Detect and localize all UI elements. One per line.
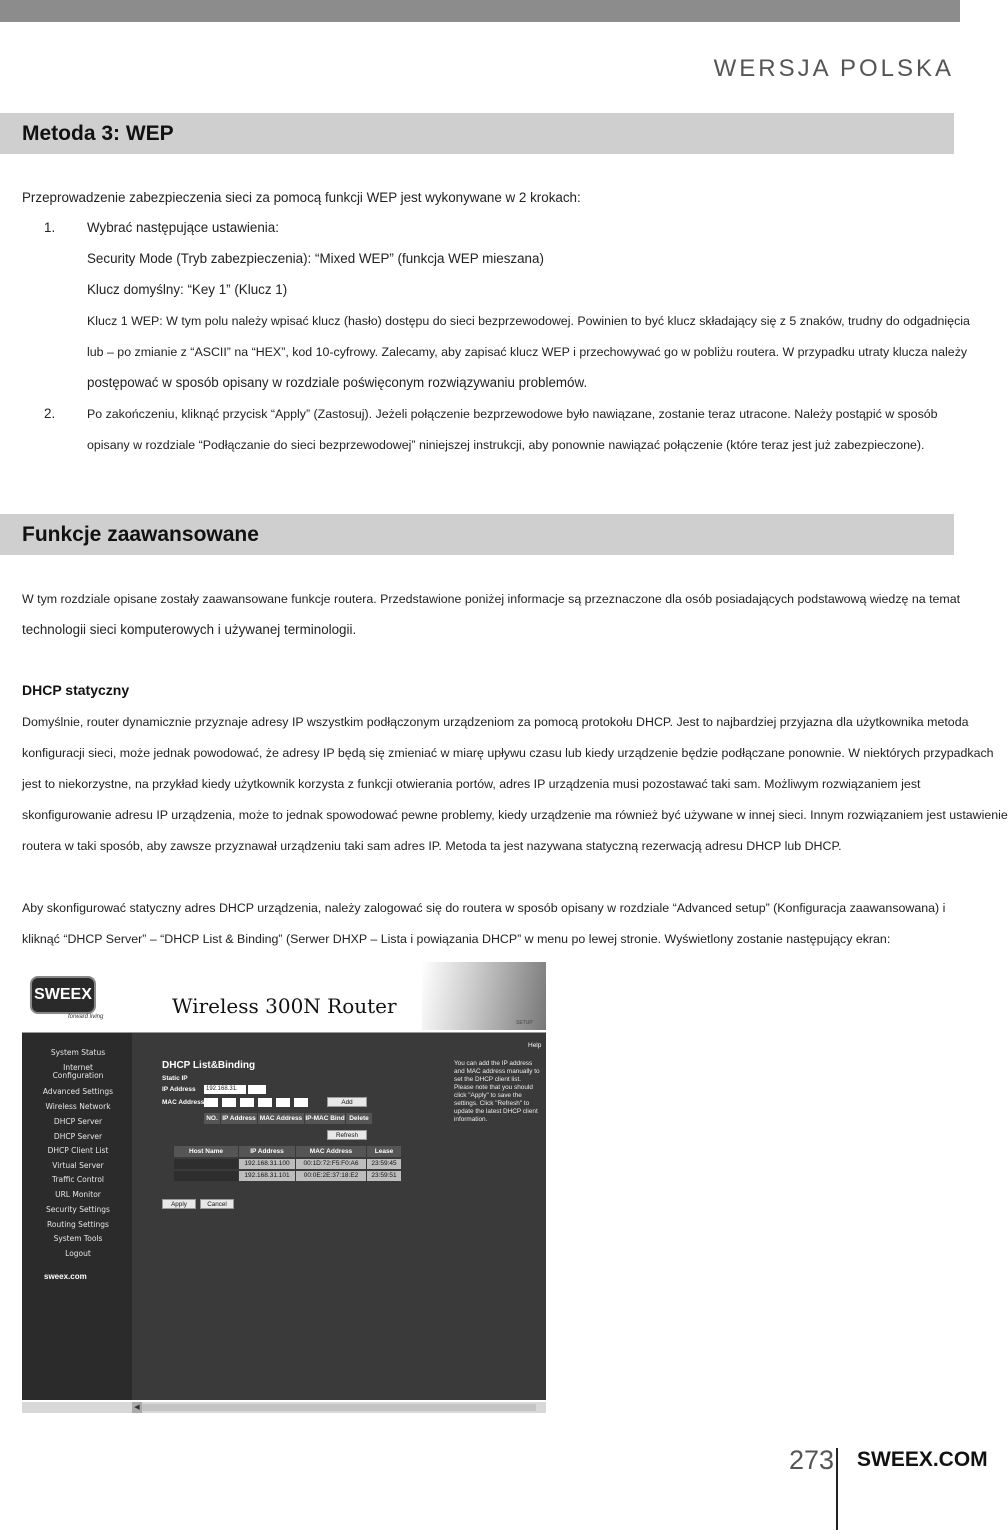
nav-routing-settings[interactable]: Routing Settings (47, 1220, 109, 1229)
section-title-wep: Metoda 3: WEP (22, 122, 174, 145)
nav-dhcp-server-sub[interactable]: DHCP Server (53, 1132, 103, 1141)
mac-address-label: MAC Address (162, 1099, 205, 1106)
client-row-1-mac: 00:1D:72:F5:F0:A6 (296, 1159, 366, 1169)
ip-prefix-field: 192.168.31. (204, 1085, 246, 1094)
setup-note: SETUP (516, 1020, 533, 1026)
step1-number: 1. (44, 220, 56, 235)
mac-octet-1-input[interactable] (204, 1098, 218, 1107)
binding-header-delete: Delete (346, 1113, 372, 1124)
mac-octet-2-input[interactable] (222, 1098, 236, 1107)
dhcp-para-line2: konfiguracji sieci, może jednak powodować, że adresy IP będą się zmieniać w miarę upływu czasu lub kiedy urządzenie będzie podłączane ponownie. W niektórych przypadkach (22, 746, 994, 760)
nav-system-status[interactable]: System Status (50, 1048, 106, 1057)
step1-default-key: Klucz domyślny: “Key 1” (Klucz 1) (87, 282, 288, 297)
config-para-line1: Aby skonfigurować statyczny adres DHCP urządzenia, należy zalogować się do routera w sposób opisany w rozdziale “Advanced setup” (Konfiguracja zaawansowana) i (22, 901, 946, 915)
config-para-line2: kliknąć “DHCP Server” – “DHCP List & Binding” (Serwer DHXP – Lista i powiązania DHCP” w menu po lewej stronie. Wyświetlony zostanie następujący ekran: (22, 932, 891, 946)
step1-wep-key-line1: Klucz 1 WEP: W tym polu należy wpisać klucz (hasło) dostępu do sieci bezprzewodowej. Powinien to być klucz składający się z 5 znaków, trudny do odgadnięcia (87, 314, 970, 328)
client-header-lease: Lease (367, 1146, 401, 1157)
language-header: WERSJA POLSKA (713, 55, 954, 82)
step2-line2: opisany w rozdziale “Podłączanie do sieci bezprzewodowej” niniejszej instrukcji, aby ponownie nawiązać połączenie (które teraz jest już zabezpieczone). (87, 438, 925, 452)
nav-dhcp-client-list[interactable]: DHCP Client List (47, 1146, 109, 1155)
client-row-1-hostname (174, 1159, 238, 1169)
dhcp-list-binding-title: DHCP List&Binding (162, 1060, 256, 1071)
router-screenshot (22, 962, 546, 1413)
client-header-ip: IP Address (239, 1146, 295, 1157)
step1-wep-key-line2: lub – po zmianie z “ASCII” na “HEX”, kod 10-cyfrowy. Zalecamy, aby zapisać klucz WEP i przechowywać go w pobliżu routera. W przypadku utraty klucza należy (87, 345, 968, 359)
footer-divider (836, 1448, 838, 1530)
mac-octet-6-input[interactable] (294, 1098, 308, 1107)
nav-virtual-server[interactable]: Virtual Server (52, 1161, 104, 1170)
mac-octet-3-input[interactable] (240, 1098, 254, 1107)
ip-address-label: IP Address (162, 1086, 196, 1093)
scroll-left-arrow-icon[interactable]: ◀ (132, 1402, 142, 1413)
mac-octet-5-input[interactable] (276, 1098, 290, 1107)
nav-url-monitor[interactable]: URL Monitor (55, 1190, 101, 1199)
nav-dhcp-server[interactable]: DHCP Server (53, 1117, 103, 1126)
add-button[interactable]: Add (327, 1097, 367, 1107)
client-row-1-ip: 192.168.31.100 (239, 1159, 295, 1169)
cancel-button[interactable]: Cancel (200, 1199, 234, 1209)
sweex-logo: SWEEX (30, 976, 96, 1014)
client-row-1-lease: 23:59:45 (367, 1159, 401, 1169)
nav-internet-configuration[interactable]: Internet Configuration (52, 1063, 104, 1080)
client-header-mac: MAC Address (296, 1146, 366, 1157)
binding-header-mac: MAC Address (259, 1115, 303, 1122)
refresh-button[interactable]: Refresh (327, 1130, 367, 1140)
step2-number: 2. (44, 406, 56, 421)
nav-wireless-network[interactable]: Wireless Network (45, 1102, 111, 1111)
step1-security-mode: Security Mode (Tryb zabezpieczenia): “Mixed WEP” (funkcja WEP mieszana) (87, 251, 544, 266)
nav-system-tools[interactable]: System Tools (53, 1234, 103, 1243)
section-title-advanced: Funkcje zaawansowane (22, 523, 259, 546)
sweex-footer-logo: sweex.com (44, 1272, 87, 1281)
top-bar (0, 0, 960, 22)
nav-traffic-control[interactable]: Traffic Control (51, 1175, 105, 1184)
apply-button[interactable]: Apply (162, 1199, 196, 1209)
client-row-2-hostname (174, 1171, 238, 1181)
intro-text: Przeprowadzenie zabezpieczenia sieci za pomocą funkcji WEP jest wykonywane w 2 krokach: (22, 190, 581, 205)
binding-header-no: NO. (204, 1113, 220, 1124)
router-title: Wireless 300N Router (172, 994, 397, 1018)
client-header-hostname: Host Name (174, 1146, 238, 1157)
dhcp-para-line3: jest to niekorzystne, na przykład kiedy użytkownik korzysta z funkcji otwierania portów, adres IP urządzenia musi pozostawać taki sam. Możliwym rozwiązaniem jest (22, 777, 921, 791)
mac-octet-4-input[interactable] (258, 1098, 272, 1107)
client-row-2-ip: 192.168.31.101 (239, 1171, 295, 1181)
step1-title: Wybrać następujące ustawienia: (87, 220, 279, 235)
logo-tagline: forward living (68, 1014, 104, 1020)
ip-suffix-input[interactable] (248, 1085, 266, 1094)
dhcp-para-line1: Domyślnie, router dynamicznie przyznaje adresy IP wszystkim podłączonym urządzeniom za pomocą protokołu DHCP. Jest to najbardziej przyjazna dla użytkownika metoda (22, 715, 969, 729)
client-row-2-lease: 23:59:51 (367, 1171, 401, 1181)
help-text: You can add the IP address and MAC address manually to set the DHCP client list. Please note that you should click "Apply" to save the settings. Click "Refresh" to update the latest DHCP client information. (454, 1060, 540, 1123)
step2-line1: Po zakończeniu, kliknąć przycisk “Apply” (Zastosuj). Jeżeli połączenie bezprzewodowe było nawiązane, zostanie teraz utracone. Należy postąpić w sposób (87, 407, 938, 421)
nav-security-settings[interactable]: Security Settings (46, 1205, 110, 1214)
page-number: 273 (789, 1445, 835, 1475)
subheading-static-dhcp: DHCP statyczny (22, 682, 130, 698)
router-header (22, 962, 546, 1033)
dhcp-para-line4: skonfigurowanie adresu IP urządzenia, może to jednak spowodować pewne problemy, kiedy urządzenie ma również być używane w innej sieci. Innym rozwiązaniem jest ustawienie (22, 808, 1008, 822)
nav-advanced-settings[interactable]: Advanced Settings (42, 1087, 114, 1096)
nav-logout[interactable]: Logout (65, 1249, 91, 1258)
help-link[interactable]: Help (528, 1042, 542, 1049)
advanced-intro-line1: W tym rozdziale opisane zostały zaawansowane funkcje routera. Przedstawione poniżej informacje są przeznaczone dla osób posiadających podstawową wiedzę na temat (22, 592, 961, 606)
advanced-intro-line2: technologii sieci komputerowych i używanej terminologii. (22, 622, 357, 637)
step1-wep-key-line3: postępować w sposób opisany w rozdziale poświęconym rozwiązywaniu problemów. (87, 375, 588, 390)
binding-header-bind: IP-MAC Bind (305, 1115, 345, 1122)
client-row-2-mac: 00:0E:2E:37:18:E2 (296, 1171, 366, 1181)
scrollbar-thumb[interactable] (142, 1404, 536, 1411)
static-ip-label: Static IP (162, 1075, 188, 1082)
binding-header-ip: IP Address (222, 1115, 256, 1122)
dhcp-para-line5: routera w taki sposób, aby zawsze przyznawał urządzeniu taki sam adres IP. Metoda ta jest nazywana statyczną rezerwacją adresu DHCP lub DHCP. (22, 839, 842, 853)
footer-brand: SWEEX.COM (857, 1448, 988, 1471)
